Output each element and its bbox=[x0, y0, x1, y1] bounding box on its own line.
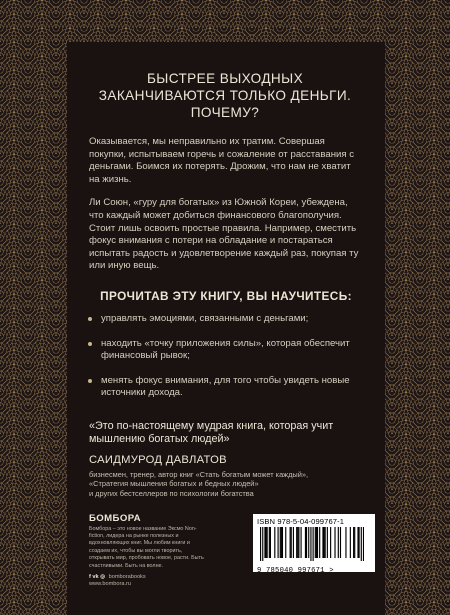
barcode-bar bbox=[354, 527, 355, 558]
barcode-bar bbox=[296, 527, 297, 558]
barcode-bar bbox=[315, 527, 316, 558]
barcode-bar bbox=[293, 527, 294, 558]
blurb bbox=[89, 136, 363, 273]
endorser-description-line: и других бестселлеров по психологии богатства bbox=[89, 488, 254, 498]
social-handle[interactable]: bomborabooks bbox=[108, 573, 146, 580]
publisher-description: Бомбора – это новое название Эксмо Non-fiction, лидера на рынке полезных и вдохновляющих книг. Мы любим книги и создаем их, чтобы вы могли творить, открывать мир, пробовать новое, расти. Быть счастливыми. Быть на волне. bbox=[89, 525, 204, 569]
barcode-bar bbox=[323, 527, 324, 558]
bullet-dot-icon bbox=[88, 342, 92, 346]
barcode-bar bbox=[308, 527, 309, 558]
list-item-text: находить «точку приложения силы», которая обеспечит финансовый рывок; bbox=[101, 337, 350, 362]
barcode-bar bbox=[269, 527, 270, 558]
barcode-bar bbox=[338, 527, 339, 558]
list-item bbox=[89, 338, 363, 363]
publisher-socials bbox=[89, 574, 209, 589]
barcode-bar bbox=[278, 527, 279, 558]
barcode-bar bbox=[317, 527, 318, 558]
barcode-bar bbox=[319, 527, 320, 558]
barcode-bar bbox=[305, 527, 306, 558]
barcode-bar bbox=[291, 527, 292, 558]
bullet-dot-icon bbox=[88, 379, 92, 383]
bullet-dot-icon bbox=[88, 317, 92, 321]
barcode-bar bbox=[262, 527, 263, 561]
barcode-bar bbox=[327, 527, 328, 558]
barcode-bar bbox=[260, 527, 261, 561]
barcode-bar bbox=[264, 527, 265, 558]
barcode-bar bbox=[306, 527, 307, 558]
barcode-bar bbox=[330, 527, 331, 558]
barcode-bar bbox=[280, 527, 281, 558]
barcode-bar bbox=[290, 527, 291, 558]
barcode-box bbox=[253, 514, 375, 575]
barcode-bar bbox=[350, 527, 351, 558]
barcode-bar bbox=[363, 527, 364, 561]
blurb-paragraph: Ли Союн, «гуру для богатых» из Южной Кореи, убеждена, что каждый может добиться финансового благополучия. Стоит лишь освоить простые правила. Например, сместить фокус внимания с потери на обладание и постараться испытать радость и удовлетворение каждый раз, покупая ту или иную вещь. bbox=[89, 197, 359, 272]
barcode-bar bbox=[359, 527, 360, 558]
barcode-bar bbox=[340, 527, 341, 558]
barcode-bar bbox=[325, 527, 326, 558]
barcode-bar bbox=[301, 527, 302, 558]
publisher-website[interactable]: www.bombora.ru bbox=[89, 581, 131, 588]
endorser-description-line: бизнесмен, тренер, автор книг «Стать богатым может каждый», bbox=[89, 469, 309, 479]
publisher-logo: БОМБОРА bbox=[89, 512, 141, 524]
barcode-bar bbox=[310, 527, 311, 561]
barcode-bar bbox=[270, 527, 271, 558]
publisher-info bbox=[89, 513, 209, 589]
barcode-bar bbox=[357, 527, 358, 558]
barcode-bar bbox=[274, 527, 275, 558]
barcode-bar bbox=[267, 527, 268, 558]
barcode-bar bbox=[281, 527, 282, 558]
barcode-digits: 9 785040 997671 > bbox=[257, 566, 334, 575]
endorser-name: САИДМУРОД ДАВЛАТОВ bbox=[89, 453, 227, 466]
barcode-bar bbox=[322, 527, 323, 558]
social-icons: f vk ◎ bbox=[89, 573, 106, 580]
barcode-bar bbox=[265, 527, 266, 558]
barcode-bar bbox=[313, 527, 314, 561]
barcode-bar bbox=[361, 527, 362, 561]
list-item-text: менять фокус внимания, для того чтобы увидеть новые источники дохода. bbox=[101, 374, 350, 399]
barcode bbox=[260, 527, 364, 561]
endorser-description-line: «Стратегия мышления богатых и бедных людей» bbox=[89, 479, 259, 489]
list-item bbox=[89, 375, 363, 400]
learn-heading: ПРОЧИТАВ ЭТУ КНИГУ, ВЫ НАУЧИТЕСЬ: bbox=[100, 288, 352, 303]
headline: БЫСТРЕЕ ВЫХОДНЫХ ЗАКАНЧИВАЮТСЯ ТОЛЬКО ДЕНЬГИ. ПОЧЕМУ? bbox=[98, 71, 352, 120]
text-panel bbox=[67, 42, 385, 615]
endorsement-quote: «Это по-настоящему мудрая книга, которая учит мышлению богатых людей» bbox=[89, 419, 334, 446]
isbn-label: ISBN 978-5-04-099767-1 bbox=[257, 516, 345, 526]
endorser-description bbox=[89, 470, 363, 499]
barcode-bar bbox=[298, 527, 299, 558]
barcode-bar bbox=[316, 527, 317, 558]
publisher-block bbox=[89, 513, 363, 593]
barcode-bar bbox=[282, 527, 283, 558]
barcode-bar bbox=[334, 527, 335, 558]
barcode-bar bbox=[353, 527, 354, 558]
barcode-bar bbox=[285, 527, 286, 558]
list-item bbox=[89, 313, 363, 326]
blurb-paragraph: Оказывается, мы неправильно их тратим. Совершая покупки, испытываем горечь и сожаление от расставания с деньгами. Боимся их потерять. Дрожим, что нам не хватит на жизнь. bbox=[89, 136, 355, 185]
barcode-bar bbox=[297, 527, 298, 558]
learn-list bbox=[89, 313, 363, 400]
list-item-text: управлять эмоциями, связанными с деньгами; bbox=[101, 312, 309, 324]
barcode-bar bbox=[345, 527, 346, 558]
